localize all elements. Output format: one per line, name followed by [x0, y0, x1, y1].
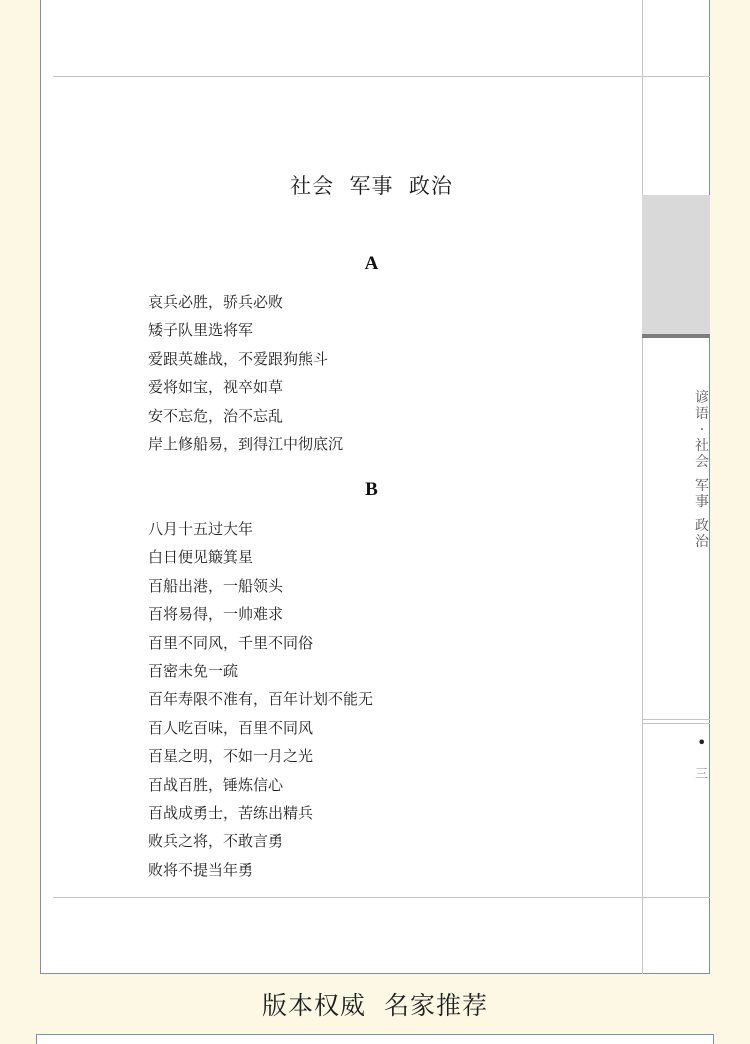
next-page-edge [36, 1034, 714, 1044]
side-title-char [694, 510, 710, 518]
bottom-rule [53, 897, 710, 898]
proverb-list-b [148, 515, 373, 884]
proverb-item: 百密未免一疏 [148, 661, 239, 680]
side-rule-2 [642, 723, 710, 724]
proverb-item: 百战百胜，锤炼信心 [148, 775, 284, 794]
proverb-item: 百里不同风，千里不同俗 [148, 633, 314, 652]
proverb-item: 爱将如宝，视卒如草 [148, 378, 284, 397]
caption: 版本权威 名家推荐 [262, 991, 488, 1020]
proverb-item: 百星之明，不如一月之光 [148, 747, 314, 766]
book-page [40, 0, 710, 974]
proverb-item: 百战成勇士，苦练出精兵 [148, 803, 314, 822]
side-title-char: 事 [695, 494, 709, 510]
proverb-item: 百将易得，一帅难求 [148, 605, 284, 624]
side-title-char: · [699, 422, 705, 438]
proverb-item: 白日便见簸箕星 [148, 548, 254, 567]
proverb-item: 哀兵必胜，骄兵必败 [148, 293, 284, 311]
side-running-title [694, 390, 710, 550]
proverb-item: 八月十五过大年 [148, 520, 254, 538]
proverb-item: 败将不提当年勇 [148, 860, 254, 879]
section-letter-b: B [365, 479, 378, 500]
proverb-item: 百船出港，一船领头 [148, 576, 284, 595]
proverb-item: 岸上修船易，到得江中彻底沉 [148, 434, 344, 453]
side-title-char: 语 [695, 406, 709, 422]
side-title-char: 治 [695, 534, 709, 550]
proverb-item: 百年寿限不准有，百年计划不能无 [148, 690, 374, 709]
thumb-tab-bar [642, 334, 710, 338]
side-title-char: 社 [695, 438, 709, 454]
top-rule [53, 76, 710, 77]
proverb-item: 败兵之将，不敢言勇 [148, 832, 284, 851]
side-title-char [694, 470, 710, 478]
section-letter-a: A [364, 253, 379, 274]
side-title-char: 谚 [695, 390, 709, 406]
proverb-item: 百人吃百味，百里不同风 [148, 718, 314, 737]
side-title-char: 军 [695, 478, 709, 494]
page-dot: • [697, 733, 707, 752]
proverb-item: 安不忘危，治不忘乱 [148, 406, 284, 425]
proverb-list-a [148, 288, 343, 458]
page-number: 三 [695, 767, 709, 782]
side-rule-1 [642, 719, 710, 720]
side-title-char: 政 [695, 518, 709, 534]
proverb-item: 矮子队里选将军 [148, 321, 254, 340]
side-title-char: 会 [695, 454, 709, 470]
page-title: 社会 军事 政治 [290, 174, 453, 198]
proverb-item: 爱跟英雄战，不爱跟狗熊斗 [148, 349, 329, 368]
